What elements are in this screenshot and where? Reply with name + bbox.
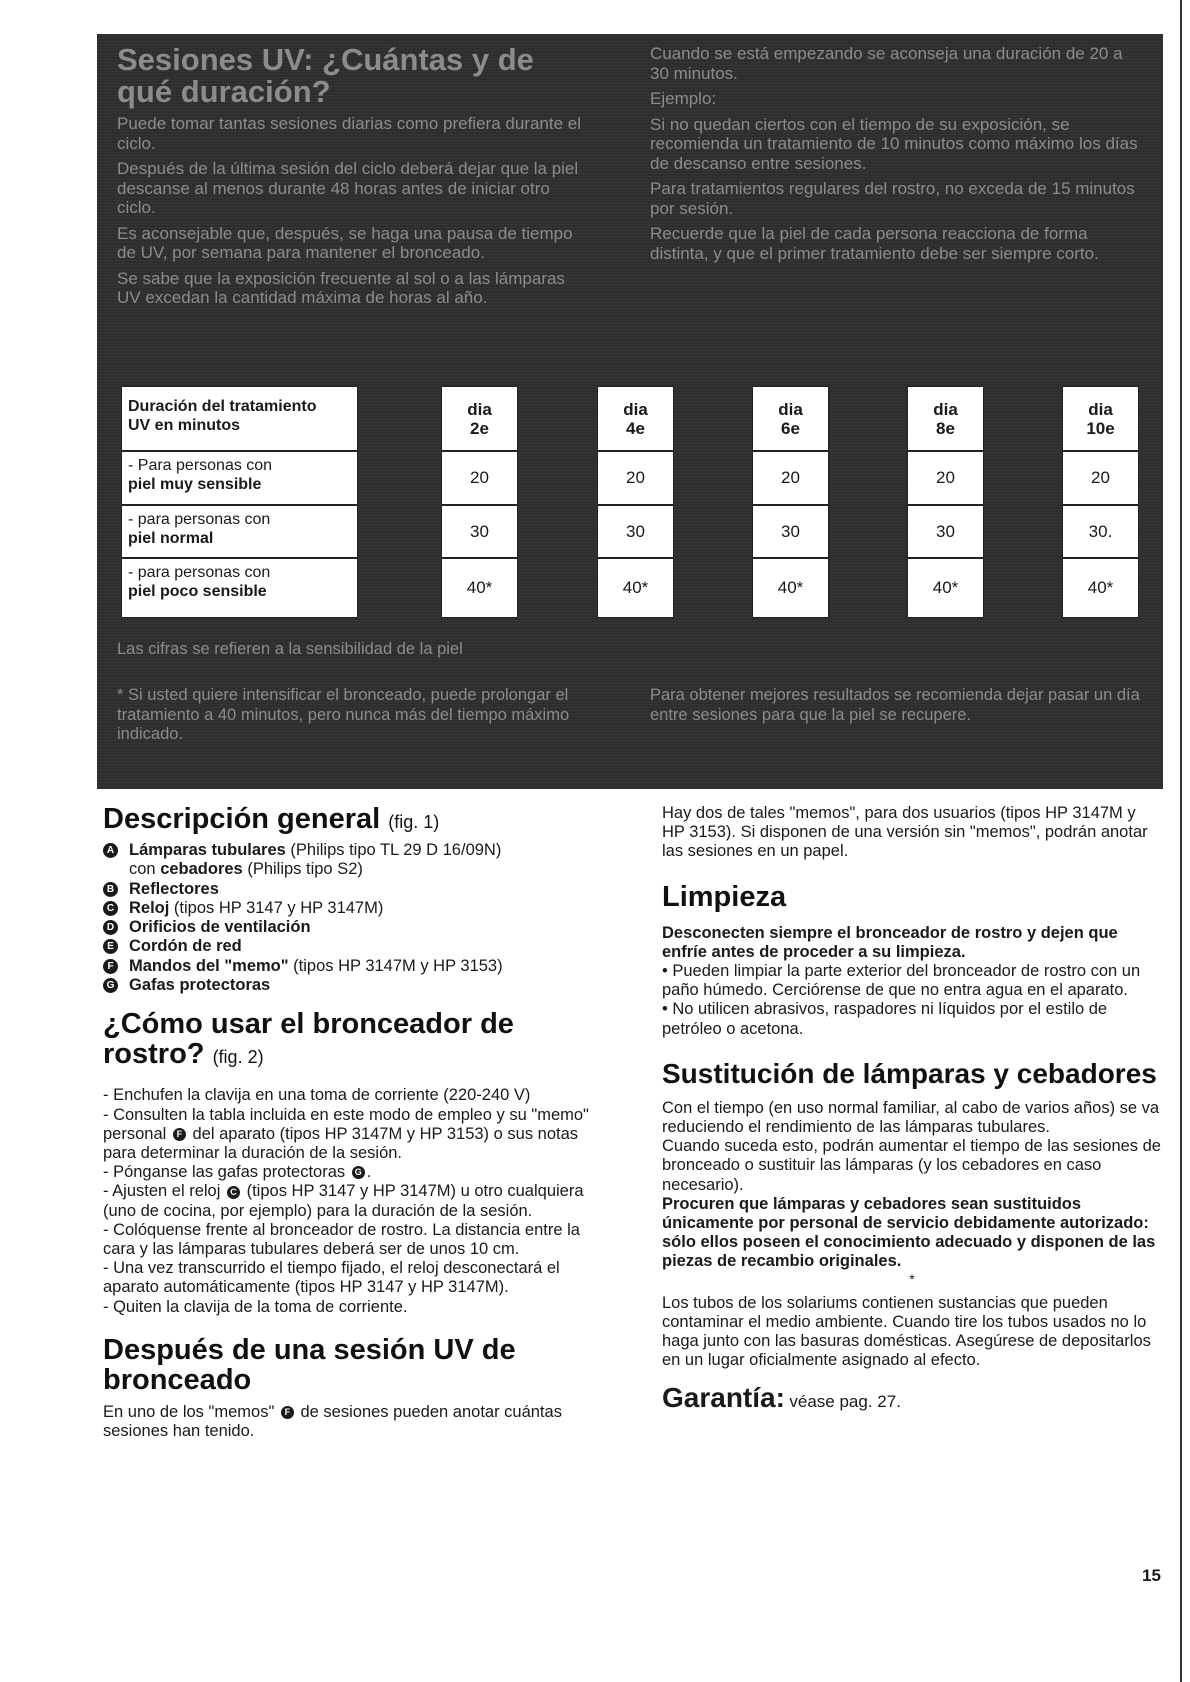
dark-right-paragraph: Para tratamientos regulares del rostro, no exceda de 15 minutos por sesión. bbox=[650, 179, 1135, 218]
table-day-header bbox=[752, 386, 829, 451]
page-edge-line bbox=[1180, 0, 1182, 1682]
feature-detail: (Philips tipo TL 29 D 16/09N) bbox=[285, 841, 502, 859]
table-cell: 20 bbox=[597, 451, 674, 505]
feature-name: Lámparas tubulares bbox=[129, 841, 286, 859]
row-label-plain: - para personas con bbox=[128, 564, 271, 581]
step-text: - Pónganse las gafas protectoras bbox=[103, 1163, 346, 1182]
usage-step bbox=[103, 1182, 595, 1220]
feature-item bbox=[103, 918, 595, 937]
section-title-como-usar bbox=[103, 1009, 595, 1072]
dark-left-paragraph: Después de la última sesión del ciclo deberá dejar que la piel descanse al menos durante 48 horas antes de iniciar otro ciclo. bbox=[117, 159, 579, 217]
feature-name: Mandos del "memo" bbox=[129, 956, 289, 975]
feature-name: Reloj bbox=[129, 898, 170, 917]
table-cell: 20 bbox=[907, 451, 984, 505]
table-header-line: Duración del tratamiento bbox=[128, 398, 317, 415]
row-label-plain: - para personas con bbox=[128, 511, 271, 528]
section-title-limpieza: Limpieza bbox=[662, 880, 787, 913]
feature-detail: (tipos HP 3147 y HP 3147M) bbox=[169, 898, 384, 917]
feature-name: Cordón de red bbox=[129, 937, 242, 956]
feature-name: Gafas protectoras bbox=[129, 976, 271, 995]
marker-b-icon: B bbox=[103, 882, 118, 897]
dark-left-paragraph: Se sabe que la exposición frecuente al sol o a las lámparas UV excedan la cantidad máxima de horas al año. bbox=[117, 268, 565, 307]
marker-f-icon: F bbox=[173, 1128, 186, 1141]
feature-list bbox=[103, 841, 595, 995]
table-day-header bbox=[441, 386, 518, 451]
bullet-text: No utilicen abrasivos, raspadores ni líquidos por el estilo de petróleo o acetona. bbox=[662, 1000, 1108, 1038]
row-label-bold: piel normal bbox=[128, 530, 214, 547]
figure-ref: (fig. 2) bbox=[212, 1047, 264, 1068]
memos-text: Hay dos de tales "memos", para dos usuarios (tipos HP 3147M y HP 3153). Si disponen de una versión sin "memos", podrán anotar las sesiones en un papel. bbox=[662, 804, 1148, 861]
feature-name: cebadores bbox=[160, 860, 243, 879]
despues-text-a: En uno de los "memos" bbox=[103, 1402, 275, 1421]
table-row-label-less-sensitive bbox=[121, 558, 358, 618]
table-cell: 40* bbox=[907, 558, 984, 618]
garantia-ref: véase pag. 27. bbox=[789, 1392, 901, 1412]
day-word: dia bbox=[1088, 399, 1113, 419]
table-cell: 40* bbox=[441, 558, 518, 618]
step-text: (tipos HP 3147 y HP 3147M) u otro cualquiera (uno de cocina, por ejemplo) para la duración de la sesión. bbox=[103, 1182, 584, 1220]
garantia-title: Garantía: bbox=[662, 1382, 785, 1414]
dark-left-title: Sesiones UV: ¿Cuántas y de qué duración? bbox=[117, 42, 534, 109]
usage-step: - Colóquense frente al bronceador de rostro. La distancia entre la cara y las lámparas tubulares deberá ser de unos 10 cm. bbox=[103, 1220, 580, 1258]
feature-detail: (tipos HP 3147M y HP 3153) bbox=[288, 956, 503, 975]
marker-g-icon: G bbox=[352, 1166, 365, 1179]
feature-item bbox=[103, 976, 595, 995]
sustitucion-p1: Con el tiempo (en uso normal familiar, al cabo de varios años) se va reduciendo el rendimiento de las lámparas tubulares. bbox=[662, 1098, 1160, 1137]
feature-item bbox=[103, 899, 595, 918]
table-cell: 40* bbox=[752, 558, 829, 618]
feature-name: Orificios de ventilación bbox=[129, 918, 311, 937]
dark-right-paragraph: Cuando se está empezando se aconseja una duración de 20 a 30 minutos. bbox=[650, 44, 1123, 83]
feature-name: Reflectores bbox=[129, 879, 219, 898]
dark-left-paragraph: Puede tomar tantas sesiones diarias como prefiera durante el ciclo. bbox=[117, 114, 581, 153]
sustitucion-p2: Cuando suceda esto, podrán aumentar el tiempo de las sesiones de bronceado o sustituir las lámparas (y los cebadores en caso necesario). bbox=[662, 1137, 1161, 1194]
marker-d-icon: D bbox=[103, 920, 118, 935]
marker-c-icon: C bbox=[227, 1186, 240, 1199]
usage-steps bbox=[103, 1086, 595, 1316]
day-word: dia bbox=[623, 399, 648, 419]
table-cell: 30 bbox=[752, 505, 829, 558]
despues-text bbox=[103, 1403, 595, 1441]
section-title-despues: Después de una sesión UV de bronceado bbox=[103, 1333, 516, 1396]
dark-right-paragraph: Ejemplo: bbox=[650, 89, 717, 108]
section-title-descripcion bbox=[103, 804, 595, 837]
figure-ref: (fig. 1) bbox=[388, 812, 440, 832]
usage-step: - Quiten la clavija de la toma de corriente. bbox=[103, 1297, 408, 1316]
marker-f-icon: F bbox=[103, 959, 118, 974]
dark-footnote-sensitivity: Las cifras se refieren a la sensibilidad de la piel bbox=[117, 640, 463, 658]
table-cell: 40* bbox=[1062, 558, 1139, 618]
step-text: del aparato (tipos HP 3147M y HP 3153) o sus notas para determinar la duración de la sesión. bbox=[103, 1124, 579, 1162]
row-label-bold: piel muy sensible bbox=[128, 476, 262, 493]
sustitucion-p3: Procuren que lámparas y cebadores sean sustituidos únicamente por personal de servicio debidamente autorizado: sólo ellos poseen el conocimiento adecuado y disponen de las piezas de recambio originales. bbox=[662, 1194, 1156, 1271]
dark-footnote-asterisk: * Si usted quiere intensificar el bronceado, puede prolongar el tratamiento a 40 minutos, pero nunca más del tiempo máximo indicado. bbox=[117, 686, 570, 743]
table-cell: 30 bbox=[441, 505, 518, 558]
usage-step: - Enchufen la clavija en una toma de corriente (220-240 V) bbox=[103, 1086, 531, 1105]
table-day-header bbox=[1062, 386, 1139, 451]
usage-step: - Una vez transcurrido el tiempo fijado, el reloj desconectará el aparato automáticamente (tipos HP 3147 y HP 3147M). bbox=[103, 1259, 560, 1297]
day-word: dia bbox=[467, 399, 492, 419]
feature-item bbox=[103, 957, 595, 976]
separator-star: * bbox=[909, 1270, 915, 1287]
feature-item bbox=[103, 937, 595, 956]
table-cell: 30 bbox=[597, 505, 674, 558]
usage-step bbox=[103, 1106, 595, 1164]
day-number: 6e bbox=[781, 418, 800, 438]
step-text: - Ajusten el reloj bbox=[103, 1182, 221, 1201]
feature-detail: (Philips tipo S2) bbox=[242, 860, 363, 879]
left-text-column bbox=[103, 804, 595, 1441]
garantia-line bbox=[662, 1382, 1162, 1414]
sustitucion-p4: Los tubos de los solariums contienen sustancias que pueden contaminar el medio ambiente. Cuando tire los tubos usados no lo haga junto con las basuras domésticas. Asegúrese de depositarlos en un lugar oficialmente asignado al efecto. bbox=[662, 1293, 1151, 1370]
day-word: dia bbox=[778, 399, 803, 419]
table-header-label bbox=[121, 386, 358, 451]
marker-c-icon: C bbox=[103, 901, 118, 916]
marker-f-icon: F bbox=[281, 1406, 294, 1419]
dark-footnote-right: Para obtener mejores resultados se recomienda dejar pasar un día entre sesiones para que la piel se recupere. bbox=[650, 686, 1140, 724]
row-label-plain: - Para personas con bbox=[128, 457, 273, 474]
day-number: 8e bbox=[936, 418, 955, 438]
row-label-bold: piel poco sensible bbox=[128, 583, 267, 600]
section-title-sustitucion: Sustitución de lámparas y cebadores bbox=[662, 1057, 1157, 1089]
table-day-header bbox=[907, 386, 984, 451]
day-number: 10e bbox=[1086, 418, 1115, 438]
table-cell: 30. bbox=[1062, 505, 1139, 558]
usage-step: - Pónganse las gafas protectoras G . bbox=[103, 1163, 372, 1182]
title-text: Descripción general bbox=[103, 803, 381, 835]
step-text: - Consulten la tabla incluida en este modo de empleo y su "memo" personal bbox=[103, 1105, 589, 1143]
marker-a-icon: A bbox=[103, 843, 118, 858]
bullet-text: Pueden limpiar la parte exterior del bronceador de rostro con un paño húmedo. Cerciórense de que no entra agua en el aparato. bbox=[662, 962, 1141, 1000]
dark-left-column bbox=[117, 44, 587, 308]
table-cell: 40* bbox=[597, 558, 674, 618]
day-number: 4e bbox=[626, 418, 645, 438]
table-day-header bbox=[597, 386, 674, 451]
table-cell: 20 bbox=[752, 451, 829, 505]
table-cell: 20 bbox=[1062, 451, 1139, 505]
feature-detail: con bbox=[129, 860, 161, 879]
limpieza-bullet: • No utilicen abrasivos, raspadores ni líquidos por el estilo de petróleo o acetona. bbox=[662, 1000, 1108, 1038]
table-row-label-normal bbox=[121, 505, 358, 558]
right-text-column bbox=[662, 804, 1162, 1414]
limpieza-bullet: • Pueden limpiar la parte exterior del bronceador de rostro con un paño húmedo. Cerciórense de que no entra agua en el aparato. bbox=[662, 962, 1141, 1000]
feature-item bbox=[103, 841, 595, 880]
title-text: ¿Cómo usar el bronceador de rostro? bbox=[103, 1008, 514, 1071]
marker-g-icon: G bbox=[103, 978, 118, 993]
table-cell: 30 bbox=[907, 505, 984, 558]
dark-left-paragraph: Es aconsejable que, después, se haga una pausa de tiempo de UV, por semana para mantener el bronceado. bbox=[117, 223, 573, 262]
dark-right-paragraph: Si no quedan ciertos con el tiempo de su exposición, se recomienda un tratamiento de 10 minutos como máximo los días de descanso entre sesiones. bbox=[650, 114, 1138, 173]
marker-e-icon: E bbox=[103, 939, 118, 954]
table-header-line: UV en minutos bbox=[128, 417, 241, 434]
limpieza-warning: Desconecten siempre el bronceador de rostro y dejen que enfríe antes de proceder a su limpieza. bbox=[662, 923, 1118, 961]
page-number: 15 bbox=[1142, 1566, 1161, 1585]
day-number: 2e bbox=[470, 418, 489, 438]
dark-right-paragraph: Recuerde que la piel de cada persona reacciona de forma distinta, y que el primer tratamiento debe ser siempre corto. bbox=[650, 224, 1099, 263]
table-cell: 20 bbox=[441, 451, 518, 505]
table-row-label-very-sensitive bbox=[121, 451, 358, 505]
despues-text-b: de sesiones pueden anotar cuántas sesiones han tenido. bbox=[103, 1402, 562, 1441]
feature-item bbox=[103, 880, 595, 899]
dark-right-column bbox=[650, 44, 1140, 263]
day-word: dia bbox=[933, 399, 958, 419]
